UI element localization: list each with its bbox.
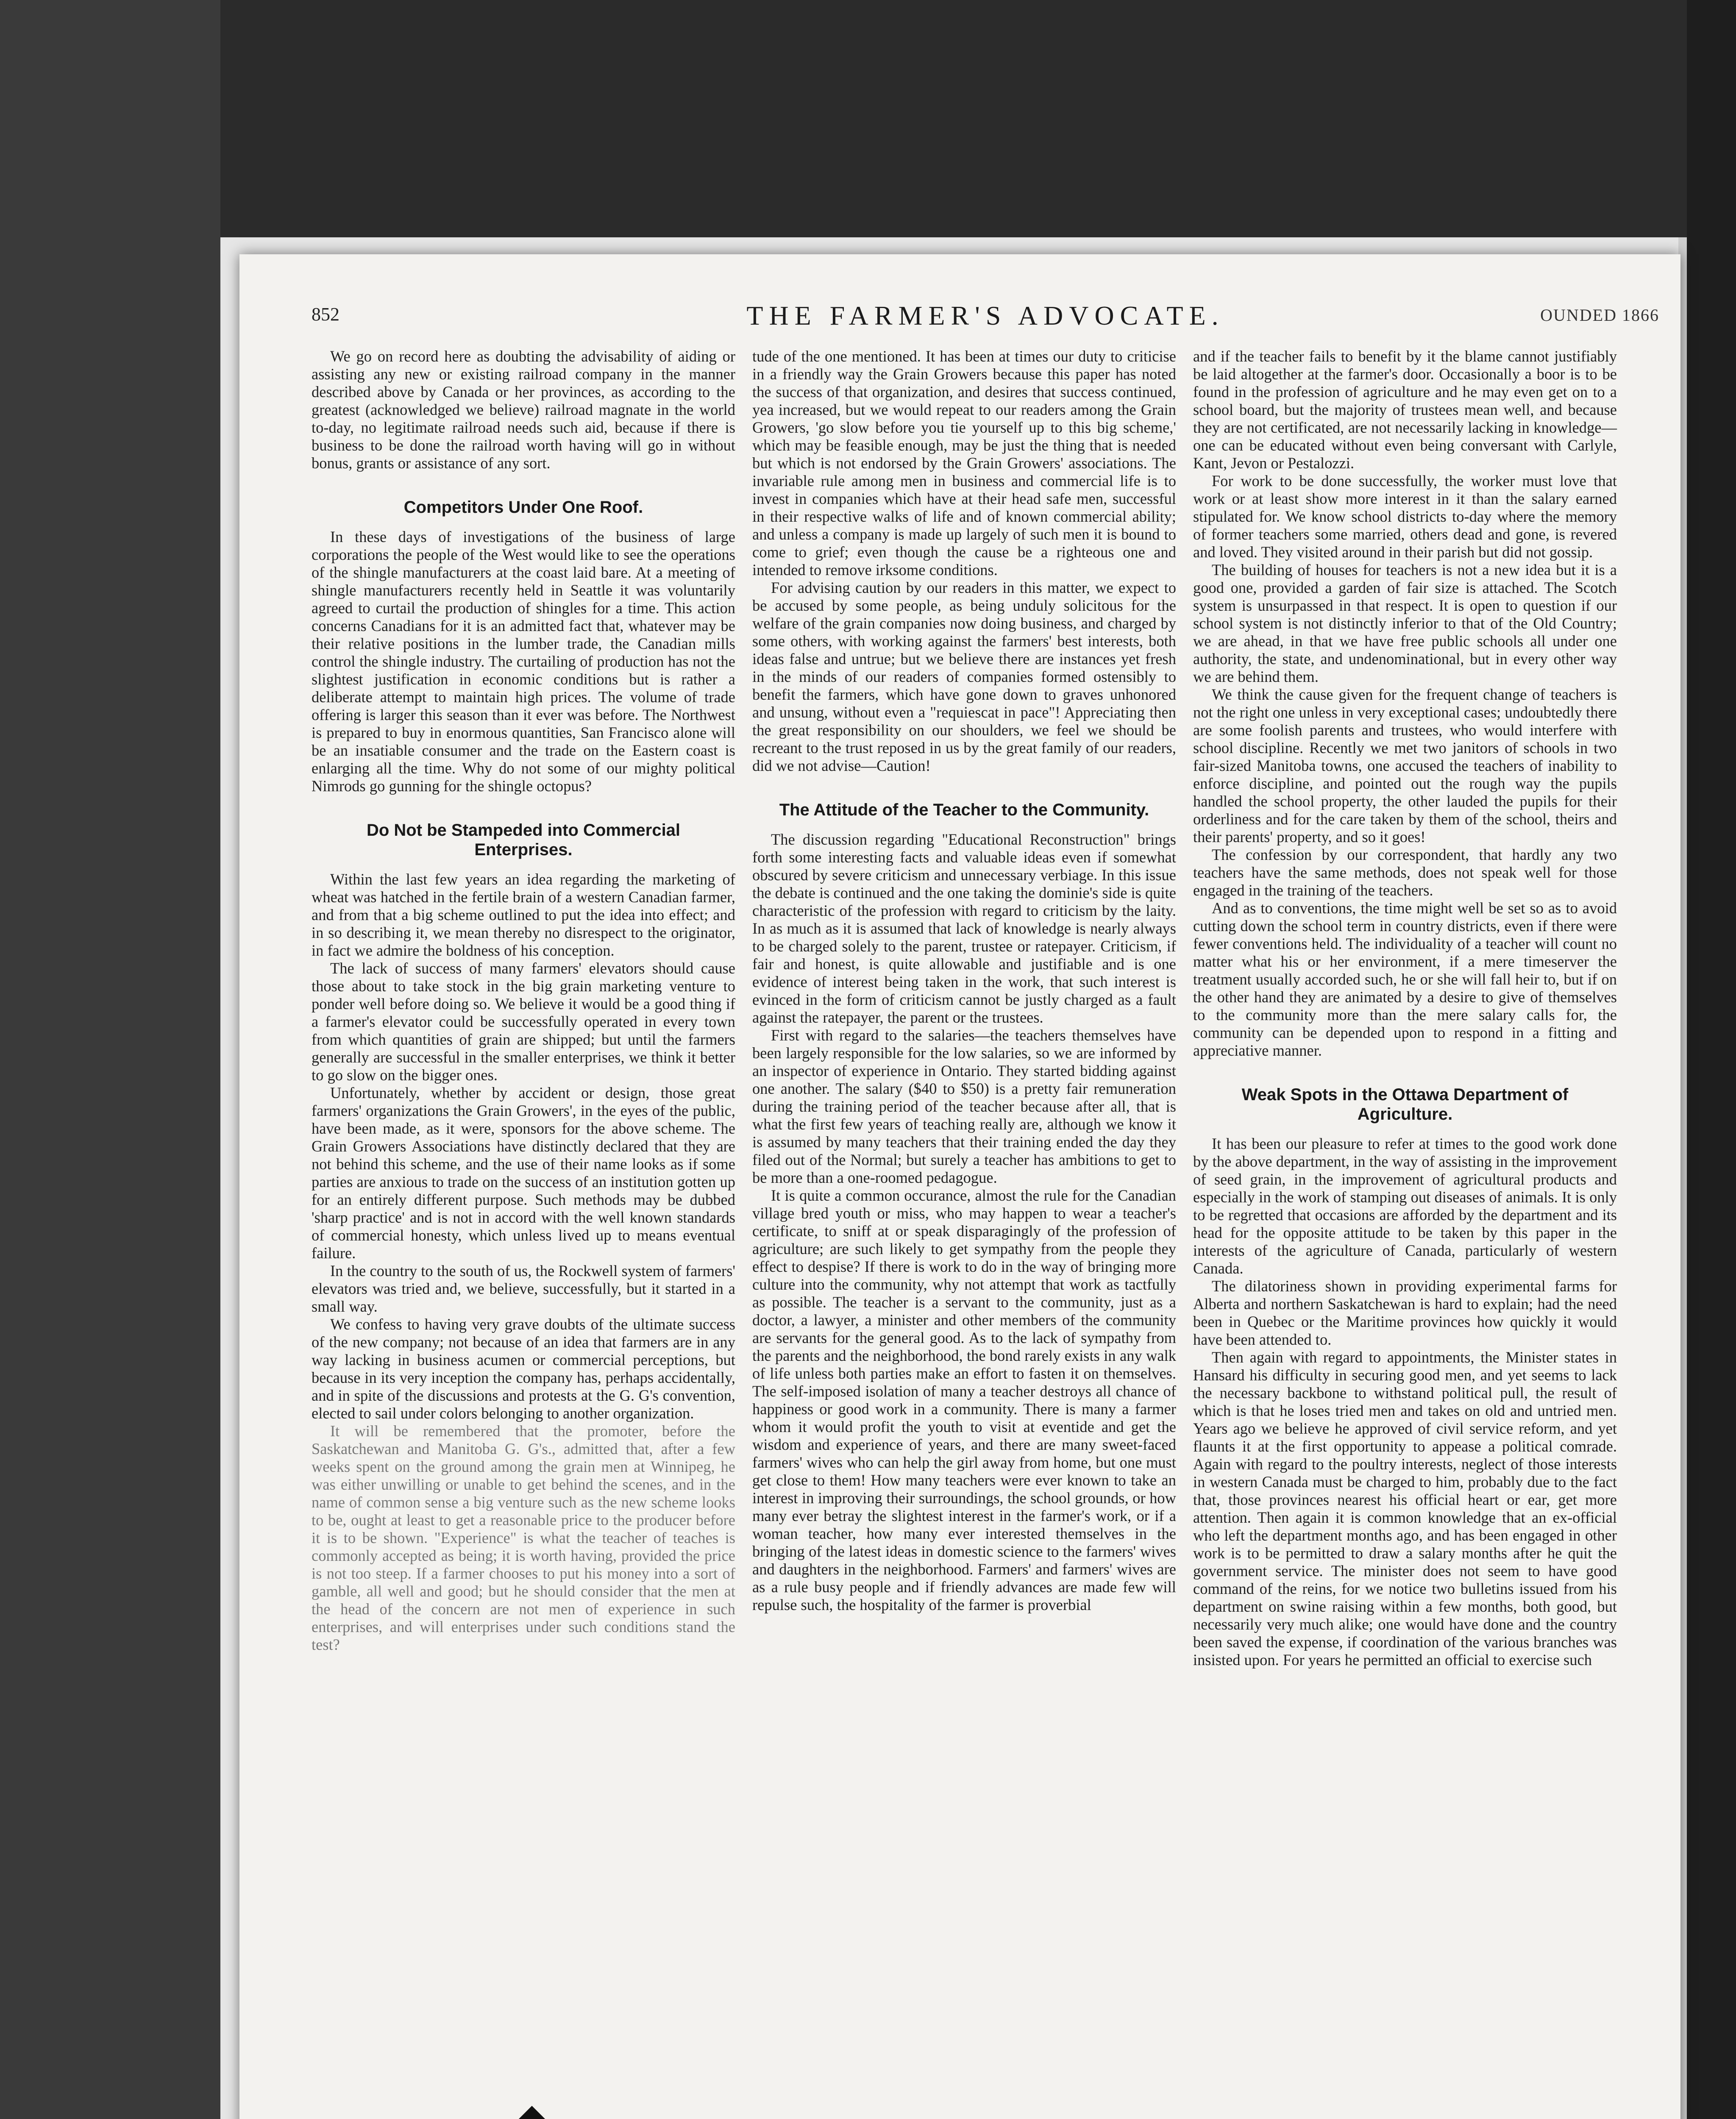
scan-border-right [1687, 0, 1736, 2119]
column-2 [752, 348, 1176, 1614]
paragraph: For work to be done successfully, the worker must love that work or at least show more interest in it than the salary earned stipulated for. We know school districts to-day where the memory of former teachers some married, others dead and gone, is revered and loved. They visited around in their parish but did not gossip. [1193, 472, 1617, 561]
scan-border-left [0, 0, 220, 2119]
paragraph: It has been our pleasure to refer at times to the good work done by the above department, in the way of assisting in the improvement of seed grain, in the improvement of agricultural products and especially in the work of stamping out diseases of animals. It is only to be regretted that occasions are afforded by the department and its head for the opposite attitude to be taken by this paper in the interests of the agriculture of Canada, particularly of western Canada. [1193, 1135, 1617, 1277]
paragraph: The dilatoriness shown in providing experimental farms for Alberta and northern Saskatchewan is hard to explain; had the need been in Quebec or the Maritime provinces how quickly it would have been attended to. [1193, 1277, 1617, 1348]
issue-label: OUNDED 1866 [1540, 306, 1659, 325]
newspaper-page [239, 254, 1680, 2119]
paragraph: We confess to having very grave doubts of the ultimate success of the new company; not because of an idea that farmers are in any way lacking in business acumen or commercial perceptions, but because in its very inception the company has, perhaps accidentally, and in spite of the discussions and protests at the G. G's convention, elected to sail under colors belonging to another organization. [312, 1315, 735, 1422]
section-heading: Competitors Under One Roof. [403, 498, 643, 517]
page-number: 852 [312, 304, 339, 325]
column-1 [312, 348, 735, 1654]
scan-border-top [0, 0, 1736, 237]
paragraph: The confession by our correspondent, that hardly any two teachers have the same methods, does not speak well for those engaged in the training of the teachers. [1193, 846, 1617, 899]
section-heading: Weak Spots in the Ottawa Department of Agriculture. [1241, 1085, 1569, 1123]
paragraph: In these days of investigations of the business of large corporations the people of the West would like to see the operations of the shingle manufacturers at the coast laid bare. At a meeting of shingle manufacturers recently held in Seattle it was voluntarily agreed to curtail the production of shingles for a time. This action concerns Canadians for it is an admitted fact that, whatever may be their relative positions in the lumber trade, the Canadian mills control the shingle industry. The curtailing of production has not the slightest justification in economic conditions but is rather a deliberate attempt to maintain high prices. The volume of trade offering is larger this season than it ever was before. The Northwest is prepared to buy in enormous quantities, San Francisco alone will be an insatiable consumer and the trade on the Eastern coast is enlarging all the time. Why do not some of our mighty political Nimrods go gunning for the shingle octopus? [312, 528, 735, 795]
paragraph: It will be remembered that the promoter, before the Saskatchewan and Manitoba G. G's., admitted that, after a few weeks spent on the ground among the grain men at Winnipeg, he was either unwilling or unable to get behind the scenes, and in the name of common sense a big venture such as the new scheme looks to be, ought at least to get a reasonable price to the producer before it is to be shown. "Experience" is what the teacher of teaches is commonly accepted as being; it is worth having, provided the price is not too steep. If a farmer chooses to put his money into a sort of gamble, all well and good; but he should consider that the men at the head of the concern are not men of experience in such enterprises, and will enterprises under such conditions stand the test? [312, 1422, 735, 1653]
paragraph: In the country to the south of us, the Rockwell system of farmers' elevators was tried and, we believe, successfully, but it started in a small way. [312, 1262, 735, 1315]
column-3 [1193, 348, 1617, 1669]
paragraph: We think the cause given for the frequent change of teachers is not the right one unless in very exceptional cases; undoubtedly there are some foolish parents and trustees, who would interfere with school discipline. Recently we met two janitors of schools in two fair-sized Manitoba towns, one accused the teachers of inability to enforce discipline, and pointed out the rough way the pupils handled the school property, the other lauded the pupils for their orderliness and for the care taken by them of the school, theirs and their parents' property, and so it goes! [1193, 686, 1617, 845]
paragraph: and if the teacher fails to benefit by it the blame cannot justifiably be laid altogether at the farmer's door. Occasionally a boor is to be found in the profession of agriculture and he may even get on to a school board, but the majority of trustees mean well, and because they are not certificated, are not necessarily lacking in knowledge—one can be educated without even being conversant with Carlyle, Kant, Jevon or Pestalozzi. [1193, 348, 1617, 472]
paragraph: The discussion regarding "Educational Reconstruction" brings forth some interesting facts and valuable ideas even if somewhat obscured by severe criticism and unnecessary verbiage. In this issue the debate is continued and the one taking the dominie's side is quite characteristic of the profession with regard to criticism by the laity. In as much as it is assumed that lack of knowledge is nearly always to be charged solely to the parent, trustee or ratepayer. Criticism, if fair and honest, is quite allowable and justifiable and is one evidence of interest being taken in the work, that such interest is evinced in the form of criticism cannot be justly charged as a fault against the ratepayer, the parent or the trustees. [752, 831, 1176, 1026]
masthead: THE FARMER'S ADVOCATE. [746, 300, 1224, 331]
section-heading: The Attitude of the Teacher to the Community. [779, 801, 1149, 819]
paragraph: Then again with regard to appointments, the Minister states in Hansard his difficulty in securing good men, and yet seems to lack the necessary backbone to withstand political pull, the result of which is that he loses tried men and takes on old and untried men. Years ago we believe he approved of civil service reform, and yet flaunts it at the first opportunity to appease a political comrade. Again with regard to the poultry interests, neglect of those interests in western Canada must be charged to him, probably due to the fact that, those provinces nearest his official heart or ear, get more attention. Then again it is common knowledge that an ex-official who left the department months ago, and has been engaged in other work is to be permitted to draw a salary months after he quit the government service. The minister does not seem to have good command of the reins, for we notice two bulletins issued from his department on swine raising within a few months, both good, but necessarily very much alike; one would have done and the country been saved the expense, if coordination of the various branches was insisted upon. For years he permitted an official to exercise such [1193, 1349, 1617, 1669]
paragraph: First with regard to the salaries—the teachers themselves have been largely responsible for the low salaries, so we are informed by an inspector of experience in Ontario. They started bidding against one another. The salary ($40 to $50) is a pretty fair remuneration during the training period of the teacher because after all, that is what the first few years of teaching really are, although we know it is assumed by many teachers that their training ended the day they filed out of the Normal; but surely a teacher has ambitions to get to be more than a one-roomed pedagogue. [752, 1026, 1176, 1186]
section-heading: Do Not be Stampeded into Commercial Enterprises. [366, 821, 681, 859]
paragraph: The building of houses for teachers is not a new idea but it is a good one, provided a garden of fair size is attached. The Scotch system is unsurpassed in that respect. It is open to question if our school system is not distinctly inferior to that of the Old Country; we are ahead, in that we have free public schools all under one authority, the state, and undenominational, but in every other way we are behind them. [1193, 561, 1617, 685]
paragraph: Within the last few years an idea regarding the marketing of wheat was hatched in the fertile brain of a western Canadian farmer, and from that a big scheme outlined to put the idea into effect; and in so describing it, we mean thereby no disrespect to the originator, in fact we admire the boldness of his conception. [312, 870, 735, 959]
paragraph: We go on record here as doubting the advisability of aiding or assisting any new or existing railroad company in the manner described above by Canada or her provinces, as according to the greatest (acknowledged we believe) railroad magnate in the world to-day, no legitimate railroad needs such aid, because if there is business to be done the railroad worth having will go in without bonus, grants or assistance of any sort. [312, 348, 735, 472]
paragraph: And as to conventions, the time might well be set so as to avoid cutting down the school term in country districts, even if there were fewer conventions held. The individuality of a teacher will count no matter what his or her environment, if a mere timeserver the treatment usually accorded such, he or she will fall heir to, but if on the other hand they are animated by a desire to give of themselves to the community more than the mere salary calls for, the community can be depended upon to respond in a fitting and appreciative manner. [1193, 899, 1617, 1059]
page-header [312, 300, 1659, 342]
paragraph: The lack of success of many farmers' elevators should cause those about to take stock in the big grain marketing venture to ponder well before doing so. We believe it would be a good thing if a farmer's elevator could be successfully operated in every town from which quantities of grain are shipped; but until the farmers generally are successful in the smaller enterprises, we think it better to go slow on the bigger ones. [312, 959, 735, 1084]
paragraph: For advising caution by our readers in this matter, we expect to be accused by some people, as being unduly solicitous for the welfare of the grain companies now doing business, and charged by some others, with working against the farmers' best interests, both ideas false and untrue; but we believe there are instances yet fresh in the minds of our readers of companies formed ostensibly to benefit the farmers, which have gone down to graves unhonored and unsung, without even a "requiescat in pace"! Appreciating then the great responsibility on our shoulders, we feel we should be recreant to the trust reposed in us by the great family of our readers, did we not advise—Caution! [752, 579, 1176, 774]
paragraph: tude of the one mentioned. It has been at times our duty to criticise in a friendly way the Grain Growers because this paper has noted the success of that organization, and desires that success continued, yea increased, but we would repeat to our readers among the Grain Growers, 'go slow before you tie yourself up to this big scheme,' which may be feasible enough, may be just the thing that is needed but which is not endorsed by the Grain Growers' associations. The invariable rule among men in business and commercial life is to invest in companies which have at their head safe men, successful in their respective walks of life and of known commercial ability; and unless a company is made up largely of such men it is bound to come to grief; even though the cause be a righteous one and intended to remove irksome conditions. [752, 348, 1176, 578]
paragraph: Unfortunately, whether by accident or design, those great farmers' organizations the Grain Growers', in the eyes of the public, have been made, as it were, sponsors for the above scheme. The Grain Growers Associations have distinctly declared that they are not behind this scheme, and the use of their name looks as if some parties are anxious to trade on the success of an institution gotten up for an entirely different purpose. Such methods may be dubbed 'sharp practice' and is not in accord with the well known standards of commercial honesty, which unless lived up to means eventual failure. [312, 1084, 735, 1262]
paragraph: It is quite a common occurance, almost the rule for the Canadian village bred youth or miss, who may happen to wear a teacher's certificate, to sniff at or speak disparagingly of the profession of agriculture; are such likely to get sympathy from the people they effect to despise? If there is work to do in the way of bringing more culture into the community, why not attempt that work as tactfully as possible. The teacher is a servant to the community, just as a doctor, a lawyer, a minister and other members of the community are servants for the general good. As to the lack of sympathy from the parents and the neighborhood, the bond rarely exists in any walk of life unless both parties make an effort to fasten it on themselves. The self-imposed isolation of many a teacher destroys all chance of happiness or good work in a community. There is many a farmer whom it would profit the youth to visit at eventide and get the wisdom and experience of years, and there are many sweet-faced farmers' wives who can help the girl away from home, but one must get close to them! How many teachers were ever known to take an interest in improving their surroundings, the school grounds, or how many ever betray the slightest interest in the farmer's work, or if a woman teacher, how many ever interested themselves in the bringing of the latest ideas in domestic science to the farmers' wives and daughters in the neighborhood. Farmers' and farmers' wives are as a rule busy people and if friendly advances are made few will repulse such, the hospitality of the farmer is proverbial [752, 1187, 1176, 1613]
